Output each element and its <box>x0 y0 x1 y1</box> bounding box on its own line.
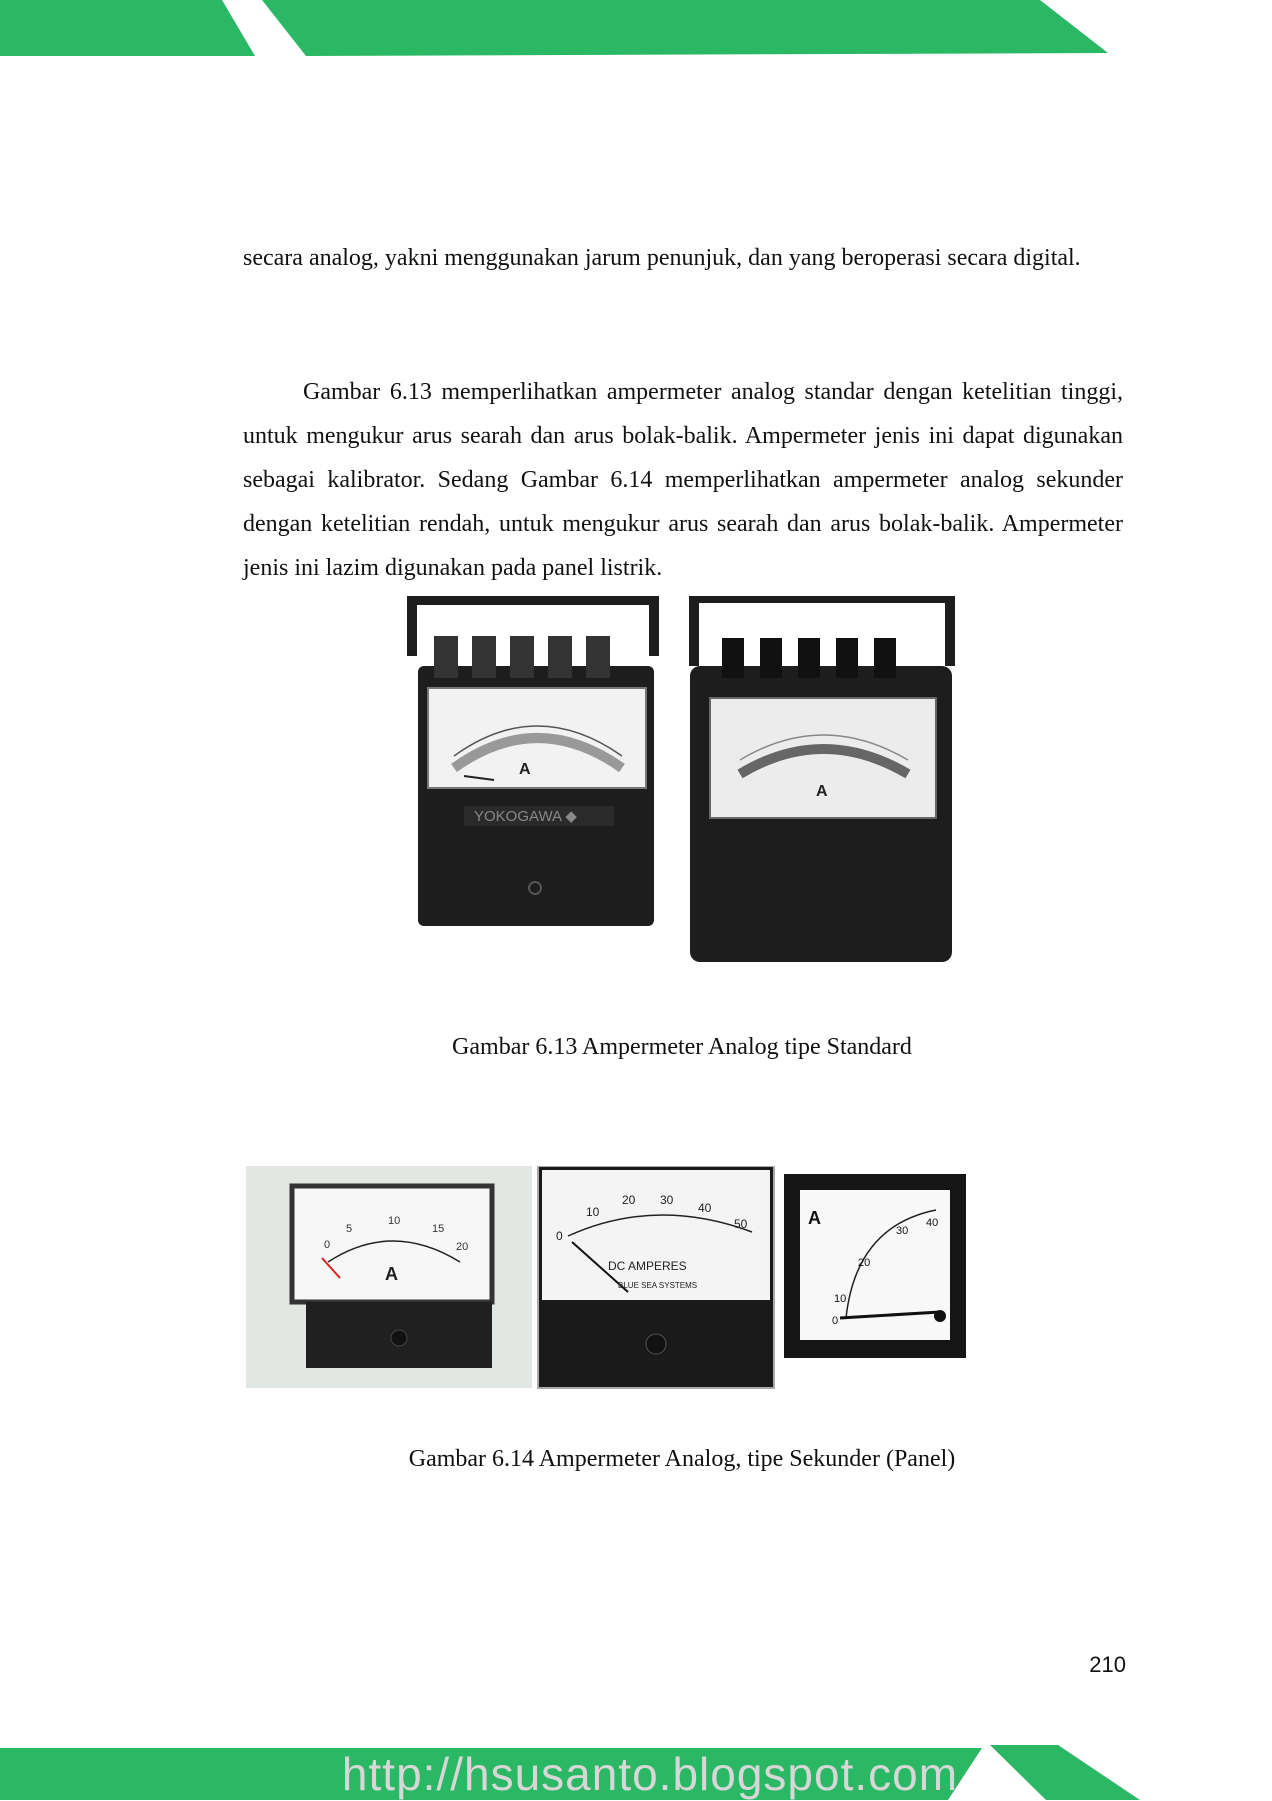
scale-label: 10 <box>586 1205 600 1219</box>
figure-6-14-caption: Gambar 6.14 Ampermeter Analog, tipe Sekunder (Panel) <box>408 1446 956 1472</box>
scale-label: 0 <box>324 1239 331 1251</box>
scale-label: 10 <box>834 1293 847 1305</box>
meter-unit-label: A <box>519 761 531 778</box>
figure-6-13-caption: Gambar 6.13 Ampermeter Analog tipe Standard <box>452 1034 912 1060</box>
page-number: 210 <box>1089 1652 1126 1677</box>
scale-label: 40 <box>698 1201 712 1215</box>
scale-label: 20 <box>456 1241 469 1253</box>
scale-label: 50 <box>734 1217 748 1231</box>
scale-label: 0 <box>556 1229 563 1243</box>
scale-label: 10 <box>388 1215 401 1227</box>
figure-panel-ammeters <box>246 1166 976 1390</box>
ammeter-standard-image <box>690 598 952 962</box>
meter-brand-label: BLUE SEA SYSTEMS <box>618 1281 698 1290</box>
paragraph-description: Gambar 6.13 memperlihatkan ampermeter analog standar dengan ketelitian tinggi, untuk mengukur arus searah dan arus bolak-balik. Ampermeter jenis ini dapat digunakan sebagai kalibrator. Sedang Gambar 6.14 memperlihatkan ampermeter analog sekunder dengan ketelitian rendah, untuk mengukur arus searah dan arus bolak-balik. Ampermeter jenis ini lazim digunakan pada panel listrik. <box>243 379 1123 581</box>
ammeter-yokogawa-image <box>412 600 654 926</box>
top-green-band <box>0 0 1272 56</box>
scale-label: 15 <box>432 1223 445 1235</box>
meter-unit-label: A <box>385 1264 398 1284</box>
panel-ammeter-2-image <box>538 1166 774 1388</box>
scale-label: 30 <box>896 1225 909 1237</box>
scale-label: 5 <box>346 1223 353 1235</box>
panel-ammeter-1-image <box>246 1166 532 1388</box>
meter-unit-label: A <box>808 1208 821 1228</box>
scale-label: 30 <box>660 1193 674 1207</box>
paragraph-intro: secara analog, yakni menggunakan jarum penunjuk, dan yang beroperasi secara digital. <box>243 245 1081 271</box>
figure-standard-ammeters <box>404 596 974 966</box>
panel-ammeter-3-image <box>784 1174 966 1358</box>
meter-unit-label: A <box>816 783 828 800</box>
scale-label: 20 <box>858 1257 871 1269</box>
meter-dc-label: DC AMPERES <box>608 1259 687 1273</box>
scale-label: 0 <box>832 1315 839 1327</box>
scale-label: 20 <box>622 1193 636 1207</box>
meter-brand-label: YOKOGAWA ◆ <box>474 808 577 825</box>
scale-label: 40 <box>926 1217 939 1229</box>
footer-url: http://hsusanto.blogspot.com <box>341 1748 959 1800</box>
